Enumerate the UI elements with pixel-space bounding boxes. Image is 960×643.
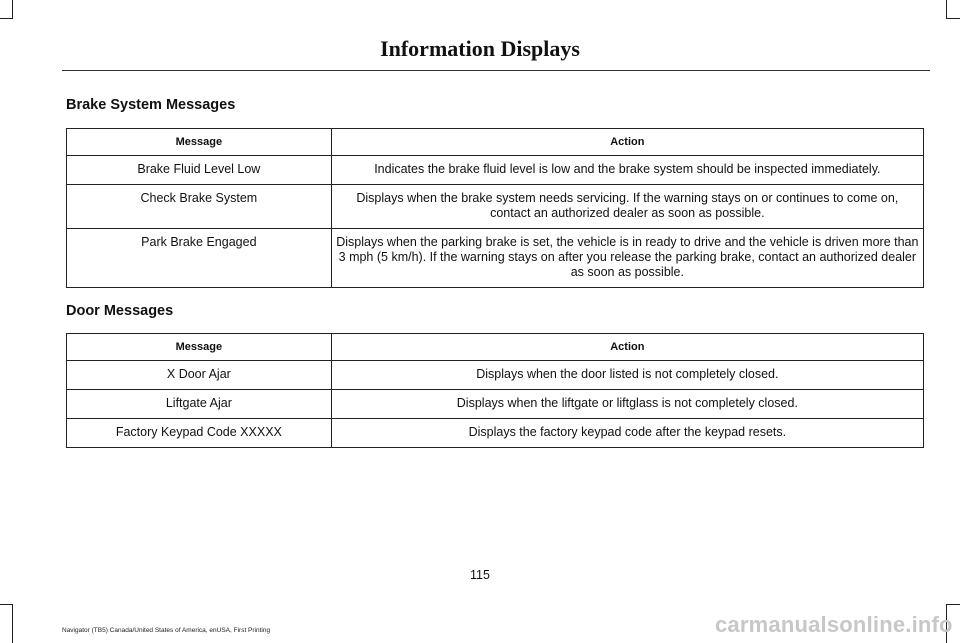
page-number: 115 <box>470 568 490 582</box>
crop-mark-bottom-left-h <box>0 604 13 605</box>
header-rule <box>62 70 930 71</box>
crop-mark-bottom-left-v <box>12 605 13 643</box>
page-title: Information Displays <box>380 36 580 61</box>
table-row <box>67 156 924 185</box>
column-header-action: Action <box>331 334 923 361</box>
action-cell: Displays when the liftgate or liftglass is not completely closed. <box>331 390 923 419</box>
message-cell: Factory Keypad Code XXXXX <box>67 419 332 448</box>
table-row <box>67 361 924 390</box>
brake-system-messages-heading: Brake System Messages <box>66 97 236 113</box>
message-cell: Liftgate Ajar <box>67 390 332 419</box>
column-header-message: Message <box>67 129 332 156</box>
column-header-action: Action <box>331 129 923 156</box>
action-cell: Indicates the brake fluid level is low and the brake system should be inspected immediately. <box>331 156 923 185</box>
crop-mark-top-left-v <box>12 0 13 18</box>
column-header-message: Message <box>67 334 332 361</box>
crop-mark-top-right-v <box>946 0 947 18</box>
watermark: carmanualsonline.info <box>715 612 953 637</box>
crop-mark-top-right-h <box>946 18 960 19</box>
message-cell: X Door Ajar <box>67 361 332 390</box>
table-header-row <box>67 129 924 156</box>
brake-system-messages-table <box>66 128 924 288</box>
action-cell: Displays when the door listed is not completely closed. <box>331 361 923 390</box>
message-cell: Park Brake Engaged <box>67 229 332 288</box>
action-cell: Displays the factory keypad code after the keypad resets. <box>331 419 923 448</box>
door-messages-heading: Door Messages <box>66 303 174 319</box>
crop-mark-top-left-h <box>0 18 13 19</box>
message-cell: Brake Fluid Level Low <box>67 156 332 185</box>
crop-mark-bottom-right-h <box>946 604 960 605</box>
footer-text: Navigator (TB5) Canada/United States of America, enUSA, First Printing <box>62 627 271 634</box>
table-row <box>67 185 924 229</box>
action-cell: Displays when the parking brake is set, the vehicle is in ready to drive and the vehicle is driven more than 3 mph (5 km/h). If the warning stays on after you release the parking brake, contact an authorized dealer as soon as possible. <box>331 229 923 288</box>
table-header-row <box>67 334 924 361</box>
table-row <box>67 229 924 288</box>
action-cell: Displays when the brake system needs servicing. If the warning stays on or continues to come on, contact an authorized dealer as soon as possible. <box>331 185 923 229</box>
table-row <box>67 419 924 448</box>
door-messages-table <box>66 333 924 448</box>
table-row <box>67 390 924 419</box>
message-cell: Check Brake System <box>67 185 332 229</box>
